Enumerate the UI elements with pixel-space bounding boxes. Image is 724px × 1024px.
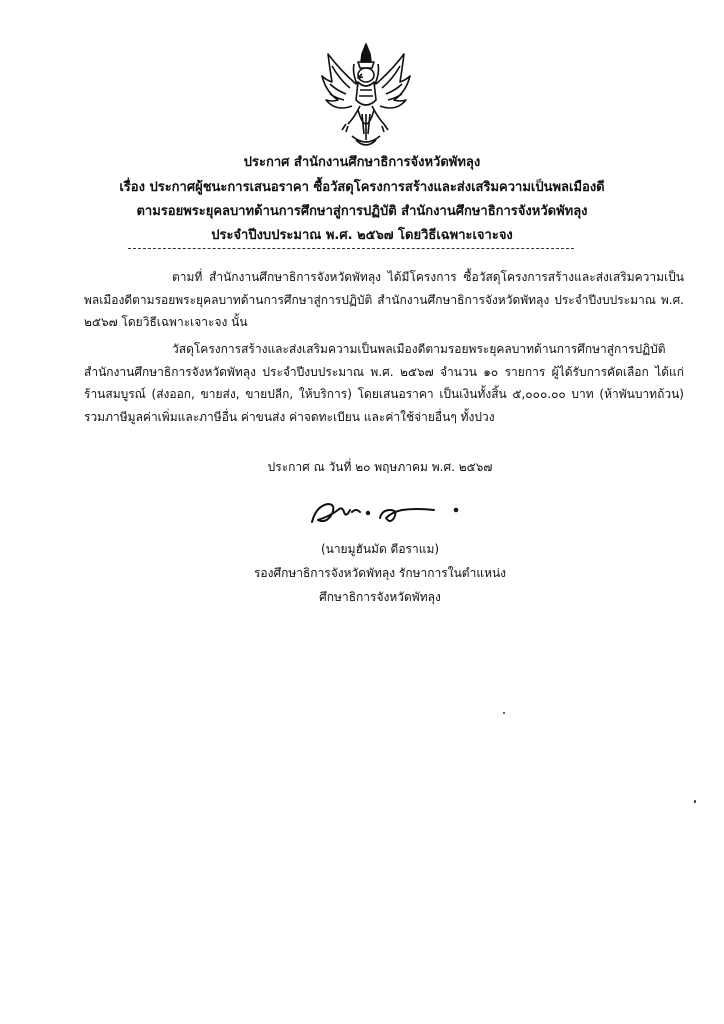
signatory-name: (นายมูฮันมัด ดีอราแม) — [320, 542, 440, 556]
announcement-date: ประกาศ ณ วันที่ ๒๐ พฤษภาคม พ.ศ. ๒๕๖๗ — [267, 460, 493, 474]
scan-speck — [503, 712, 505, 714]
paragraph-2-text: วัสดุโครงการสร้างและส่งเสริมความเป็นพลเมืองดีตามรอยพระยุคลบาทด้านการศึกษาสู่การปฏิบัติ สำนักงานศึกษาธิการจังหวัดพัทลุง ประจำปีงบประมาณ พ.ศ. ๒๕๖๗ จำนวน ๑๐ รายการ ผู้ได้รับการคัดเลือก ได้แก่ ร้านสมบูรณ์ (ส่งออก, ขายส่ง, ขายปลีก, ให้บริการ) โดยเสนอราคา เป็นเงินทั้งสิ้น ๕,๐๐๐.๐๐ บาท (ห้าพันบาทถ้วน) รวมภาษีมูลค่าเพิ่มและภาษีอื่น ค่าขนส่ง ค่าจดทะเบียน และค่าใช้จ่ายอื่นๆ ทั้งปวง — [84, 342, 684, 424]
subject-line-continued: ตามรอยพระยุคลบาทด้านการศึกษาสู่การปฏิบัติ สำนักงานศึกษาธิการจังหวัดพัทลุง — [136, 204, 588, 219]
dashed-divider — [128, 248, 574, 249]
handwritten-signature — [306, 488, 474, 534]
body-paragraph-1 — [84, 266, 684, 334]
body-paragraph-2 — [84, 338, 684, 428]
garuda-emblem — [318, 40, 414, 152]
announcement-heading: ประกาศ สำนักงานศึกษาธิการจังหวัดพัทลุง — [243, 155, 481, 170]
scan-speck — [694, 800, 696, 803]
fiscal-year-line: ประจำปีงบประมาณ พ.ศ. ๒๕๖๗ โดยวิธีเฉพาะเจาะจง — [211, 228, 513, 243]
subject-line: เรื่อง ประกาศผู้ชนะการเสนอราคา ซื้อวัสดุโครงการสร้างและส่งเสริมความเป็นพลเมืองดี — [119, 180, 605, 195]
paragraph-1-text: ตามที่ สำนักงานศึกษาธิการจังหวัดพัทลุง ได้มีโครงการ ซื้อวัสดุโครงการสร้างและส่งเสริมความเป็นพลเมืองดีตามรอยพระยุคลบาทด้านการศึกษาสู่การปฏิบัติ สำนักงานศึกษาธิการจังหวัดพัทลุง ประจำปีงบประมาณ พ.ศ. ๒๕๖๗ โดยวิธีเฉพาะเจาะจง นั้น — [84, 270, 684, 329]
signatory-position: รองศึกษาธิการจังหวัดพัทลุง รักษาการในตำแหน่ง — [253, 566, 507, 580]
signatory-title: ศึกษาธิการจังหวัดพัทลุง — [319, 590, 441, 604]
